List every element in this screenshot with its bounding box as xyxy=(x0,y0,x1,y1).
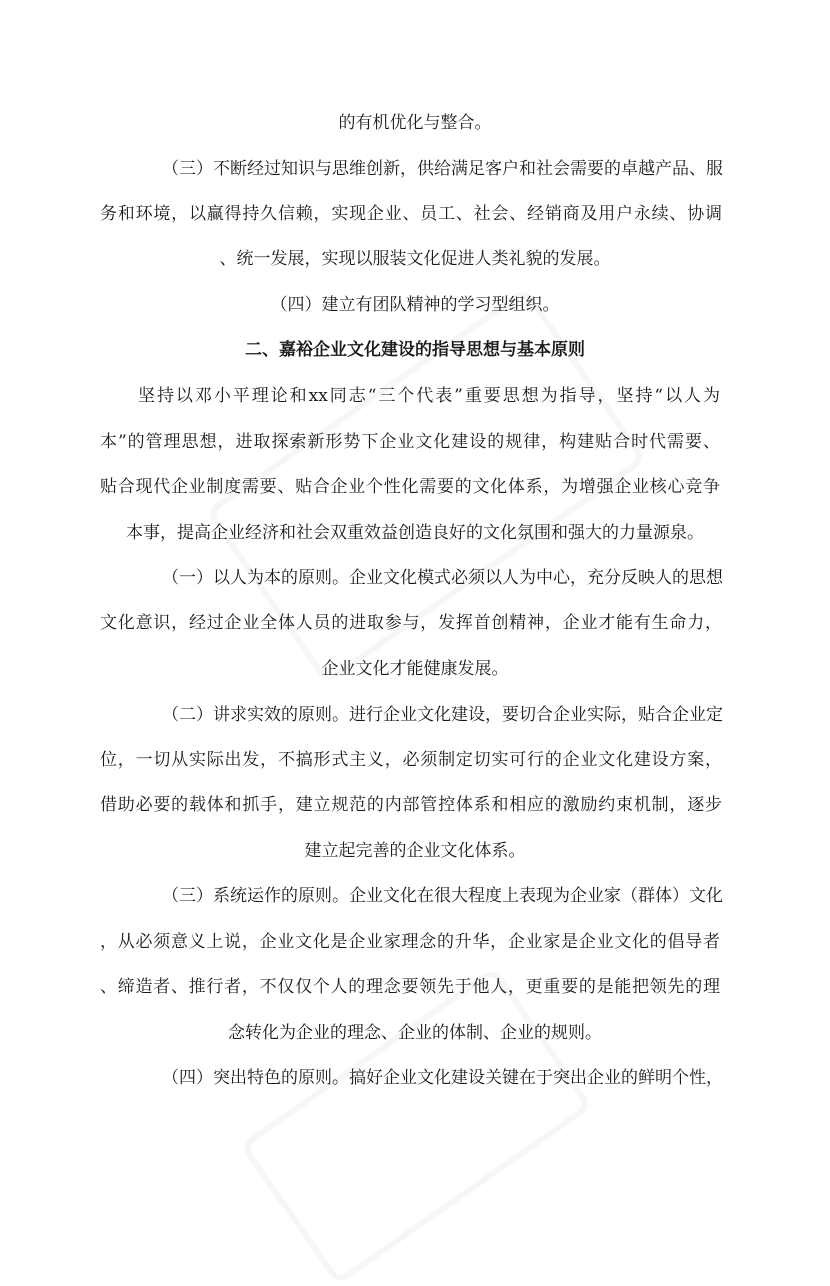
paragraph-line: 务和环境，以赢得持久信赖，实现企业、员工、社会、经销商及用户永续、协调 xyxy=(100,204,722,224)
paragraph-line: 坚持以邓小平理论和xx同志“三个代表”重要思想为指导，坚持“以人为 xyxy=(138,386,720,406)
section-heading: 二、嘉裕企业文化建设的指导思想与基本原则 xyxy=(245,340,585,360)
paragraph-line: （三）系统运作的原则。企业文化在很大程度上表现为企业家（群体）文化 xyxy=(162,886,723,906)
paragraph-line: 企业文化才能健康发展。 xyxy=(321,659,509,679)
paragraph-line: 的有机优化与整合。 xyxy=(338,113,492,133)
paragraph-line: 本事，提高企业经济和社会双重效益创造良好的文化氛围和强大的力量源泉。 xyxy=(126,523,704,543)
paragraph-line: （一）以人为本的原则。企业文化模式必须以人为中心，充分反映人的思想 xyxy=(162,568,723,588)
paragraph-line: 、缔造者、推行者，不仅仅个人的理念要领先于他人，更重要的是能把领先的理 xyxy=(100,977,720,997)
paragraph-line: 建立起完善的企业文化体系。 xyxy=(304,841,526,861)
paragraph-line: （二）讲求实效的原则。进行企业文化建设，要切合企业实际，贴合企业定 xyxy=(162,705,723,725)
paragraph-line: 念转化为企业的理念、企业的体制、企业的规则。 xyxy=(228,1023,602,1043)
paragraph-line: 贴合现代企业制度需要、贴合企业个性化需要的文化体系，为增强企业核心竞争 xyxy=(100,477,720,497)
paragraph-line: ，从必须意义上说，企业文化是企业家理念的升华，企业家是企业文化的倡导者 xyxy=(100,932,720,952)
paragraph-line: 本”的管理思想，进取探索新形势下企业文化建设的规律，构建贴合时代需要、 xyxy=(100,432,720,452)
paragraph-line: （四）建立有团队精神的学习型组织。 xyxy=(270,295,560,315)
paragraph-line: 借助必要的载体和抓手，建立规范的内部管控体系和相应的激励约束机制，逐步 xyxy=(100,795,722,815)
watermark-stamp xyxy=(239,966,593,1286)
paragraph-line: 文化意识，经过企业全体人员的进取参与，发挥首创精神，企业才能有生命力， xyxy=(100,613,722,633)
paragraph-line: （四）突出特色的原则。搞好企业文化建设关键在于突出企业的鲜明个性， xyxy=(162,1068,723,1088)
paragraph-line: 位，一切从实际出发，不搞形式主义，必须制定切实可行的企业文化建设方案， xyxy=(100,750,722,770)
paragraph-line: （三）不断经过知识与思维创新，供给满足客户和社会需要的卓越产品、服 xyxy=(162,159,723,179)
paragraph-line: 、统一发展，实现以服装文化促进人类礼貌的发展。 xyxy=(219,249,611,269)
